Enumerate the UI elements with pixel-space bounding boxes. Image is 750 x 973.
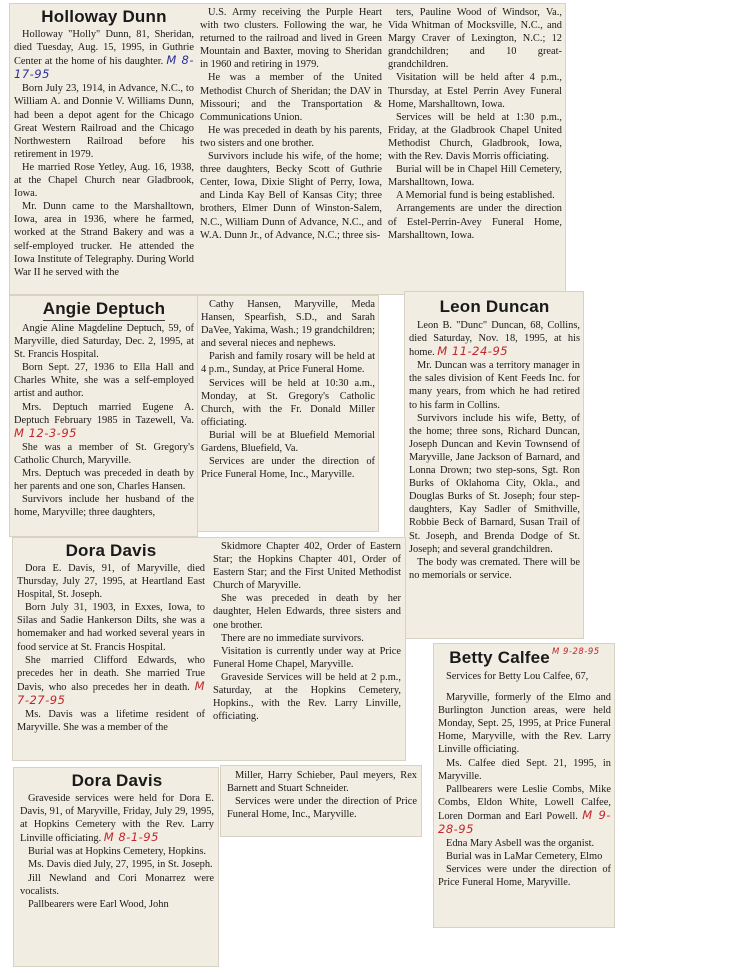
obituary-title: Angie Deptuch: [43, 299, 166, 321]
obituary-paragraph: Services were under the direction of Price Funeral Home, Inc., Maryville.: [227, 796, 417, 821]
leon-column: [409, 295, 580, 635]
obituary-title: Holloway Dunn: [41, 7, 167, 26]
handwritten-date-note: M 9-28-95: [438, 807, 611, 837]
obituary-paragraph: Angie Aline Magdeline Deptuch, 59, of Maryville, died Saturday, Dec. 2, 1995, at St. Francis Hospital.: [14, 323, 194, 361]
handwritten-date-note: M 12-3-95: [14, 425, 77, 440]
holloway-column-2: [200, 6, 382, 292]
obituary-paragraph: Skidmore Chapter 402, Order of Eastern Star; the Hopkins Chapter 401, Order of Eastern Star; and the First United Methodist Church of Maryville.: [213, 541, 401, 592]
obituary-paragraph: ters, Pauline Wood of Windsor, Va., Vida Whitman of Mocksville, N.C., and Margy Craver of Lexington, N.C.; 12 grandchildren; and 10 great-grandchildren.: [388, 7, 562, 71]
obituary-paragraph: Parish and family rosary will be held at 4 p.m., Sunday, at Price Funeral Home.: [201, 351, 375, 376]
obituary-clipping-angie-deptuch-continued: [198, 296, 378, 531]
obituary-paragraph: Maryville, formerly of the Elmo and Burlington Junction areas, were held Monday, Sept. 25, 1995, at Price Funeral Home, Maryville, with the Rev. Larry Linville officiating.: [438, 692, 611, 756]
angie-column-1: [14, 298, 194, 534]
obituary-paragraph: She married Clifford Edwards, who precedes her in death. She married True Davis, who also precedes her in death. M 7-27-95: [17, 654, 205, 707]
obituary-paragraph: He married Rose Yetley, Aug. 16, 1938, at the Chapel Church near Gladbrook, Iowa.: [14, 161, 194, 200]
handwritten-date-note: M 8-17-95: [14, 53, 194, 82]
obituary-paragraph: Ms. Davis died July, 27, 1995, in St. Joseph.: [28, 859, 213, 871]
obituary-paragraph: Mrs. Deptuch married Eugene A. Deptuch February 1985 in Tazewell, Va. M 12-3-95: [14, 401, 194, 440]
handwritten-date-note: M 9-28-95: [551, 647, 600, 657]
handwritten-date-note: M 11-24-95: [437, 344, 509, 359]
obituary-paragraph: Pallbearers were Leslie Combs, Mike Combs, Eldon White, Lowell Calfee, Loren Dorman and Earl Powell. M 9-28-95: [438, 783, 611, 837]
obituary-clipping-dora-davis: [13, 538, 405, 760]
obituary-title: Leon Duncan: [439, 297, 550, 316]
obituary-paragraph: Edna Mary Asbell was the organist.: [446, 838, 595, 850]
obituary-title: Betty Calfee: [449, 648, 550, 667]
obituary-paragraph: Burial will be at Bluefield Memorial Gardens, Bluefield, Va.: [201, 429, 375, 455]
obituary-paragraph: The body was cremated. There will be no memorials or service.: [409, 556, 580, 581]
obituary-paragraph: Survivors include her husband of the home, Maryville; three daughters,: [14, 494, 194, 519]
handwritten-date-note: M 8-1-95: [103, 830, 159, 845]
handwritten-date-note: M 7-27-95: [17, 678, 205, 707]
obituary-paragraph: Survivors include his wife, Betty, of the home; three sons, Richard Duncan, Joseph Duncan and Kevin Townsend of Maryville, Jane Jackson of Barnard, and Lonna Drown; two step-sons, Sgt. Ron Burks of Oklahoma City, Okla., and Douglas Burks of St. Joseph; four step-daughters, Kay Sadler of Smithville, Robbie Beck of Barnard, Susan Trail of St. Joseph, and Brenda Dodge of St. Joseph; and several grandchildren.: [409, 412, 580, 555]
obituary-paragraph: Visitation will be held after 4 p.m., Thursday, at Estel Perrin Avey Funeral Home, Marshalltown, Iowa.: [388, 72, 562, 110]
obituary-paragraph: There are no immediate survivors.: [221, 632, 364, 644]
dora2-continued-column: [227, 769, 417, 833]
obituary-paragraph: Mr. Dunn came to the Marshalltown, Iowa, area in 1936, where he farmed, worked at the Strand Bakery and was a self-employed trucker. He attended the Iowa Institute of Telegraphy. During World War II he served with the: [14, 201, 194, 278]
obituary-paragraph: Burial was in LaMar Cemetery, Elmo: [446, 851, 603, 863]
obituary-clipping-betty-calfee: [434, 644, 614, 927]
obituary-clipping-leon-duncan: [405, 292, 583, 638]
obituary-clipping-holloway-dunn: [10, 4, 565, 294]
obituary-paragraph: Graveside services were held for Dora E. Davis, 91, of Maryville, Friday, July 29, 1995, at Hopkins Cemetery with the Rev. Larry Linville officiating. M 8-1-95: [20, 793, 214, 845]
obituary-paragraph: He was a member of the United Methodist Church of Sheridan; the DAV in Missouri; and the Transportation & Communications Union.: [200, 72, 382, 123]
obituary-title: Dora Davis: [71, 771, 163, 790]
obituary-paragraph: Arrangements are under the direction of Estel-Perrin-Avey Funeral Home, Marshalltown, Iowa.: [388, 203, 562, 241]
dora1-column-2: [213, 540, 401, 758]
obituary-clipping-angie-deptuch: [10, 296, 197, 536]
obituary-paragraph: Visitation is currently under way at Price Funeral Home Chapel, Maryville.: [213, 645, 401, 670]
obituary-paragraph: Services will be held at 10:30 a.m., Monday, at St. Gregory's Catholic Church, with the Fr. Donald Miller officiating.: [201, 377, 375, 428]
betty-column: [438, 646, 611, 925]
obituary-paragraph: Services are under the direction of Price Funeral Home, Inc., Maryville.: [201, 456, 375, 481]
obituary-paragraph: Dora E. Davis, 91, of Maryville, died Thursday, July 27, 1995, at Heartland East Hospital, St. Joseph.: [17, 563, 205, 601]
obituary-paragraph: Pallbearers were Earl Wood, John: [28, 898, 169, 910]
obituary-paragraph: A Memorial fund is being established.: [396, 190, 555, 202]
dora2-column: [20, 770, 214, 964]
obituary-clipping-dora-davis-graveside: [14, 768, 218, 966]
obituary-paragraph: Leon B. "Dunc" Duncan, 68, Collins, died Saturday, Nov. 18, 1995, at his home. M 11-24-95: [409, 320, 580, 359]
obituary-paragraph: Ms. Calfee died Sept. 21, 1995, in Maryville.: [438, 757, 611, 782]
obituary-paragraph: She was a member of St. Gregory's Catholic Church, Maryville.: [14, 441, 194, 466]
holloway-column-1: [14, 6, 194, 292]
dora1-column-1: [17, 540, 205, 758]
obituary-paragraph: Miller, Harry Schieber, Paul meyers, Rex Barnett and Stuart Schneider.: [227, 770, 417, 795]
obituary-paragraph: Born Sept. 27, 1936 to Ella Hall and Charles White, she was a self-employed artist and author.: [14, 362, 194, 400]
obituary-paragraph: Mr. Duncan was a territory manager in the sales division of Kent Feeds Inc. for many years, from which he had retired to his farm in Collins.: [409, 360, 580, 411]
obituary-paragraph: Graveside Services will be held at 2 p.m., Saturday, at the Hopkins Cemetery, Hopkins., with the Rev. Larry Linville, officiating.: [213, 671, 401, 723]
obituary-paragraph: Burial will be in Chapel Hill Cemetery, Marshalltown, Iowa.: [388, 164, 562, 189]
obituary-paragraph: Services were under the direction of Price Funeral Home, Maryville.: [438, 864, 611, 889]
obituary-paragraph: Holloway "Holly" Dunn, 81, Sheridan, died Tuesday, Aug. 15, 1995, in Guthrie Center at the home of his daughter. M 8-17-95: [14, 29, 194, 82]
obituary-paragraph: He was preceded in death by his parents, two sisters and one brother.: [200, 124, 382, 149]
holloway-column-3: [388, 6, 562, 292]
obituary-paragraph: Services for Betty Lou Calfee, 67,: [446, 671, 589, 682]
obituary-paragraph: Jill Newland and Cori Monarrez were vocalists.: [20, 872, 214, 897]
obituary-paragraph: Services will be held at 1:30 p.m., Friday, at the Gladbrook Chapel United Methodist Church, Gladbrook, Iowa, with the Rev. Davis Morris officiating.: [388, 111, 562, 163]
obituary-paragraph: Survivors include his wife, of the home; three daughters, Becky Scott of Guthrie Center, Iowa, Dixie Slight of Perry, Iowa, and Linda Kay Bell of Kansas City; three brothers, Elmer Dunn of Winston-Salem, N.C., William Dunn of Advance, N.C., and W.A. Dunn Jr., of Advance, N.C.; three sis-: [200, 151, 382, 241]
angie-column-2: [201, 298, 375, 529]
obituary-paragraph: Burial was at Hopkins Cemetery, Hopkins.: [28, 846, 206, 858]
obituary-paragraph: Born July 23, 1914, in Advance, N.C., to William A. and Donnie V. Williams Dunn, had been a depot agent for the Chicago Great Western Railroad and the Chicago Northwestern Railroad before his retirement in 1979.: [14, 83, 194, 160]
obituary-title: Dora Davis: [65, 541, 157, 560]
obituary-paragraph: Mrs. Deptuch was preceded in death by her parents and one son, Charles Hansen.: [14, 468, 194, 493]
obituary-paragraph: She was preceded in death by her daughter, Helen Edwards, three sisters and one brother.: [213, 593, 401, 631]
obituary-clipping-dora-davis-graveside-continued: [221, 766, 421, 836]
obituary-paragraph: Born July 31, 1903, in Exxes, Iowa, to Silas and Sadie Hankerson Dilts, she was a homemaker and had worked several years in food service at St. Francis Hospital.: [17, 602, 205, 653]
obituary-paragraph: Cathy Hansen, Maryville, Meda Hansen, Spearfish, S.D., and Sarah DaVee, Yakima, Wash.; 19 grandchildren; and several nieces and nephews.: [201, 299, 375, 350]
obituary-paragraph: Ms. Davis was a lifetime resident of Maryville. She was a member of the: [17, 709, 205, 734]
obituary-paragraph: U.S. Army receiving the Purple Heart with two clusters. Following the war, he returned to the railroad and lived in Green Mountain and Baxter, moving to Sheridan in 1960 and retiring in 1979.: [200, 7, 382, 71]
